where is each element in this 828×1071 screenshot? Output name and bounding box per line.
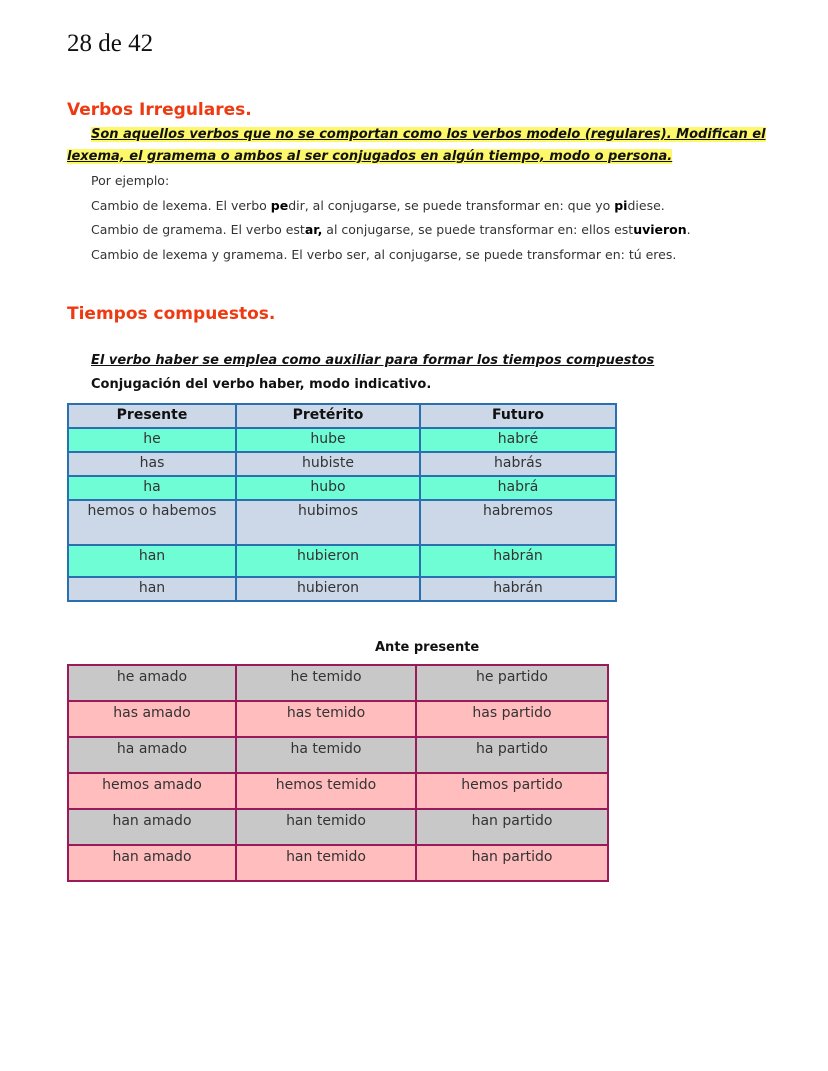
gramema-text-a: Cambio de gramema. El verbo est (91, 222, 305, 237)
table-cell: han partido (416, 845, 608, 881)
table-cell: hubieron (236, 545, 420, 577)
table-cell: han partido (416, 809, 608, 845)
table-cell: hemos amado (68, 773, 236, 809)
table-cell: habré (420, 428, 616, 452)
table-cell: han amado (68, 809, 236, 845)
header-presente: Presente (68, 404, 236, 428)
haber-conjugation-table (67, 403, 617, 602)
highlighted-definition-text: Son aquellos verbos que no se comportan como los verbos modelo (regulares). Modifican el lexema, el gramema o ambos al ser conjugados en algún tiempo, modo o persona. (67, 127, 766, 164)
ante-presente-table (67, 664, 609, 882)
table-row (68, 845, 608, 881)
table-cell: han (68, 577, 236, 601)
table-cell: has partido (416, 701, 608, 737)
table-cell: hube (236, 428, 420, 452)
gramema-example (91, 222, 691, 237)
table-cell: ha partido (416, 737, 608, 773)
page-number: 28 de 42 (67, 30, 154, 57)
table-cell: has temido (236, 701, 416, 737)
table-row (68, 545, 616, 577)
table-cell: ha (68, 476, 236, 500)
conjugation-title: Conjugación del verbo haber, modo indicativo. (91, 377, 432, 392)
table-cell: hubiste (236, 452, 420, 476)
table-cell: ha temido (236, 737, 416, 773)
table-cell: hemos o habemos (68, 500, 236, 545)
table-cell: has (68, 452, 236, 476)
lexema-text-c: dir, al conjugarse, se puede transformar en: que yo (288, 198, 615, 213)
table-cell: ha amado (68, 737, 236, 773)
table-row (68, 701, 608, 737)
header-preterito: Pretérito (236, 404, 420, 428)
table-row (68, 577, 616, 601)
table-header-row (68, 404, 616, 428)
table-cell: hubo (236, 476, 420, 500)
gramema-bold-b: ar, (304, 222, 323, 237)
table-row (68, 500, 616, 545)
table-cell: habrán (420, 577, 616, 601)
lexema-bold-b: pe (270, 198, 289, 213)
lexema-gramema-example: Cambio de lexema y gramema. El verbo ser, al conjugarse, se puede transformar en: tú eres. (91, 247, 677, 262)
section-heading-tiempos-compuestos: Tiempos compuestos. (67, 304, 276, 324)
table-row (68, 809, 608, 845)
auxiliary-verb-note: El verbo haber se emplea como auxiliar para formar los tiempos compuestos (91, 353, 655, 368)
ante-presente-title: Ante presente (375, 640, 480, 655)
table-cell: han temido (236, 845, 416, 881)
irregular-verbs-definition (67, 124, 767, 168)
table-cell: he (68, 428, 236, 452)
gramema-text-c: al conjugarse, se puede transformar en: ellos est (322, 222, 634, 237)
table-cell: hemos temido (236, 773, 416, 809)
table-row (68, 737, 608, 773)
table-row (68, 452, 616, 476)
table-cell: has amado (68, 701, 236, 737)
header-futuro: Futuro (420, 404, 616, 428)
table-cell: he partido (416, 665, 608, 701)
gramema-bold-d: uvieron (633, 222, 687, 237)
table-row (68, 665, 608, 701)
lexema-text-a: Cambio de lexema. El verbo (91, 198, 271, 213)
lexema-bold-d: pi (614, 198, 628, 213)
example-intro: Por ejemplo: (91, 173, 170, 188)
table-cell: han temido (236, 809, 416, 845)
lexema-text-e: diese. (627, 198, 665, 213)
table-row (68, 428, 616, 452)
table-cell: han (68, 545, 236, 577)
table-cell: hubimos (236, 500, 420, 545)
table-cell: han amado (68, 845, 236, 881)
table-cell: habrán (420, 545, 616, 577)
table-cell: habremos (420, 500, 616, 545)
table-row (68, 773, 608, 809)
table-cell: he temido (236, 665, 416, 701)
gramema-text-e: . (686, 222, 691, 237)
table-cell: hemos partido (416, 773, 608, 809)
table-cell: habrás (420, 452, 616, 476)
table-cell: he amado (68, 665, 236, 701)
section-heading-verbos-irregulares: Verbos Irregulares. (67, 100, 252, 120)
lexema-example (91, 198, 665, 213)
table-cell: hubieron (236, 577, 420, 601)
table-cell: habrá (420, 476, 616, 500)
table-row (68, 476, 616, 500)
